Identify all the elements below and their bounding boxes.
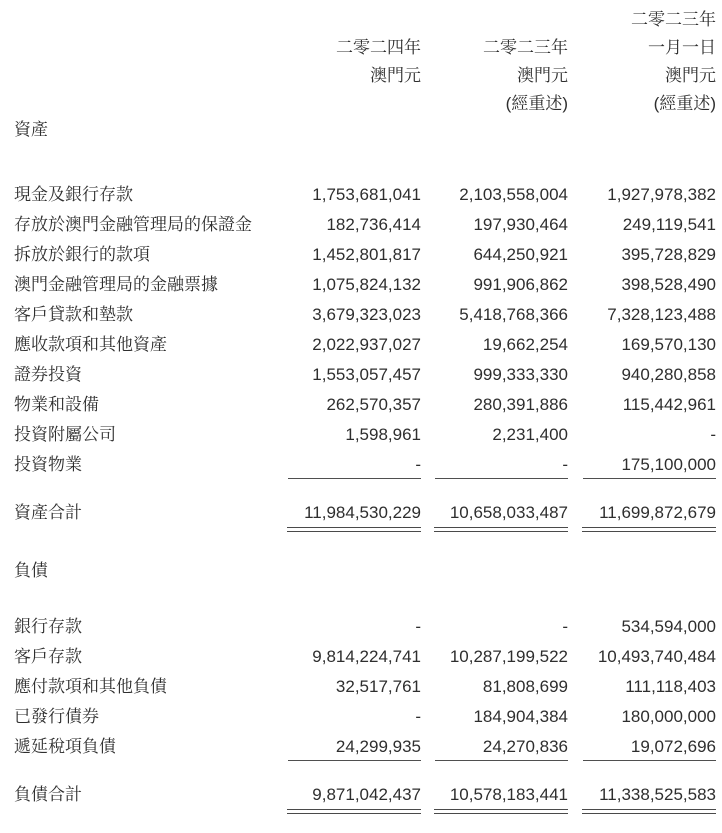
spacer: [14, 589, 716, 615]
value-2023: 10,287,199,522: [449, 647, 568, 666]
total-2023: 10,658,033,487: [421, 501, 568, 535]
liabilities-table: [14, 615, 716, 765]
row-label: 客戶存款: [14, 647, 82, 666]
header-spacer: [14, 62, 285, 90]
value-2023: 2,103,558,004: [459, 185, 568, 204]
section-title-liabilities: 負債: [14, 561, 48, 580]
value-2024: -: [285, 453, 421, 483]
row-label: 銀行存款: [14, 617, 82, 636]
total-2023jan1: 11,338,525,583: [568, 783, 716, 817]
value-2023: -: [421, 453, 568, 483]
value-2024: 262,570,357: [326, 395, 421, 414]
row-label: 物業和設備: [14, 395, 99, 414]
value-2023jan1: 534,594,000: [621, 617, 716, 636]
value-2023jan1: 940,280,858: [621, 365, 716, 384]
value-2023: 19,662,254: [482, 335, 568, 354]
row-label: 投資物業: [14, 455, 82, 474]
value-2023jan1: 249,119,541: [622, 215, 716, 234]
spacer: [14, 148, 716, 183]
total-2024: 9,871,042,437: [285, 783, 421, 817]
value-2023jan1: 180,000,000: [621, 707, 716, 726]
row-label: 已發行債券: [14, 707, 99, 726]
value-2024: 32,517,761: [335, 677, 421, 696]
value-2023: 5,418,768,366: [459, 305, 568, 324]
col-2023jan-year: 一月一日: [648, 38, 716, 57]
value-2023jan1: 7,328,123,488: [607, 305, 716, 324]
value-2024: 24,299,935: [285, 735, 421, 765]
assets-total-row: [14, 501, 716, 535]
col-2023jan-restated: (經重述): [653, 94, 716, 113]
col-2024-restated: [285, 90, 421, 118]
header-spacer: [14, 90, 285, 118]
value-2023jan1: 19,072,696: [568, 735, 716, 765]
header-spacer: [14, 6, 285, 34]
value-2023jan1: 398,528,490: [621, 275, 716, 294]
total-2023jan1: 11,699,872,679: [568, 501, 716, 535]
value-2023: 184,904,384: [473, 707, 568, 726]
value-2023jan1: 115,442,961: [622, 395, 716, 414]
spacer: [14, 535, 716, 559]
col-2024-year: 二零二四年: [336, 38, 421, 57]
value-2024: 1,452,801,817: [312, 245, 421, 264]
total-label: 負債合計: [14, 785, 82, 804]
value-2024: 2,022,937,027: [312, 335, 421, 354]
col-2023-unit: 澳門元: [517, 66, 568, 85]
value-2024: -: [415, 707, 421, 726]
row-label: 拆放於銀行的款項: [14, 245, 150, 264]
value-2023jan1: 1,927,978,382: [607, 185, 716, 204]
row-label: 應付款項和其他負債: [14, 677, 167, 696]
col-2024-line1: [285, 6, 421, 34]
value-2024: 1,598,961: [345, 425, 421, 444]
total-2024: 11,984,530,229: [285, 501, 421, 535]
value-2023: 24,270,836: [421, 735, 568, 765]
col-2023-line1: [421, 6, 568, 34]
col-2023jan-unit: 澳門元: [665, 66, 716, 85]
value-2023: -: [562, 617, 568, 636]
row-label: 存放於澳門金融管理局的保證金: [14, 215, 252, 234]
row-label: 證券投資: [14, 365, 82, 384]
row-label: 應收款項和其他資產: [14, 335, 167, 354]
value-2023: 2,231,400: [492, 425, 568, 444]
value-2023: 991,906,862: [473, 275, 568, 294]
col-2024-unit: 澳門元: [370, 66, 421, 85]
value-2023jan1: 10,493,740,484: [597, 647, 716, 666]
value-2023jan1: -: [710, 425, 716, 444]
col-2023-restated: (經重述): [505, 94, 568, 113]
value-2024: 9,814,224,741: [312, 647, 421, 666]
value-2023: 644,250,921: [473, 245, 568, 264]
value-2023: 999,333,330: [473, 365, 568, 384]
value-2024: 1,753,681,041: [312, 185, 421, 204]
column-headers: [14, 6, 716, 118]
value-2024: 1,553,057,457: [312, 365, 421, 384]
total-2023: 10,578,183,441: [421, 783, 568, 817]
assets-table: [14, 183, 716, 483]
spacer: [14, 765, 716, 783]
value-2024: -: [415, 617, 421, 636]
header-spacer: [14, 34, 285, 62]
value-2023: 197,930,464: [473, 215, 568, 234]
value-2023jan1: 395,728,829: [621, 245, 716, 264]
total-label: 資產合計: [14, 503, 82, 522]
section-title-assets: 資產: [14, 120, 48, 139]
row-label: 現金及銀行存款: [14, 185, 133, 204]
value-2024: 182,736,414: [326, 215, 421, 234]
value-2023jan1: 175,100,000: [568, 453, 716, 483]
value-2024: 3,679,323,023: [312, 305, 421, 324]
spacer: [14, 483, 716, 501]
row-label: 遞延稅項負債: [14, 737, 116, 756]
value-2023jan1: 111,118,403: [625, 677, 716, 696]
row-label: 客戶貸款和墊款: [14, 305, 133, 324]
row-label: 投資附屬公司: [14, 425, 116, 444]
row-label: 澳門金融管理局的金融票據: [14, 275, 218, 294]
col-2023-year: 二零二三年: [483, 38, 568, 57]
value-2024: 1,075,824,132: [312, 275, 421, 294]
value-2023: 81,808,699: [482, 677, 568, 696]
value-2023jan1: 169,570,130: [621, 335, 716, 354]
liabilities-total-row: [14, 783, 716, 817]
col-2023jan-line1: 二零二三年: [631, 10, 716, 29]
value-2023: 280,391,886: [473, 395, 568, 414]
